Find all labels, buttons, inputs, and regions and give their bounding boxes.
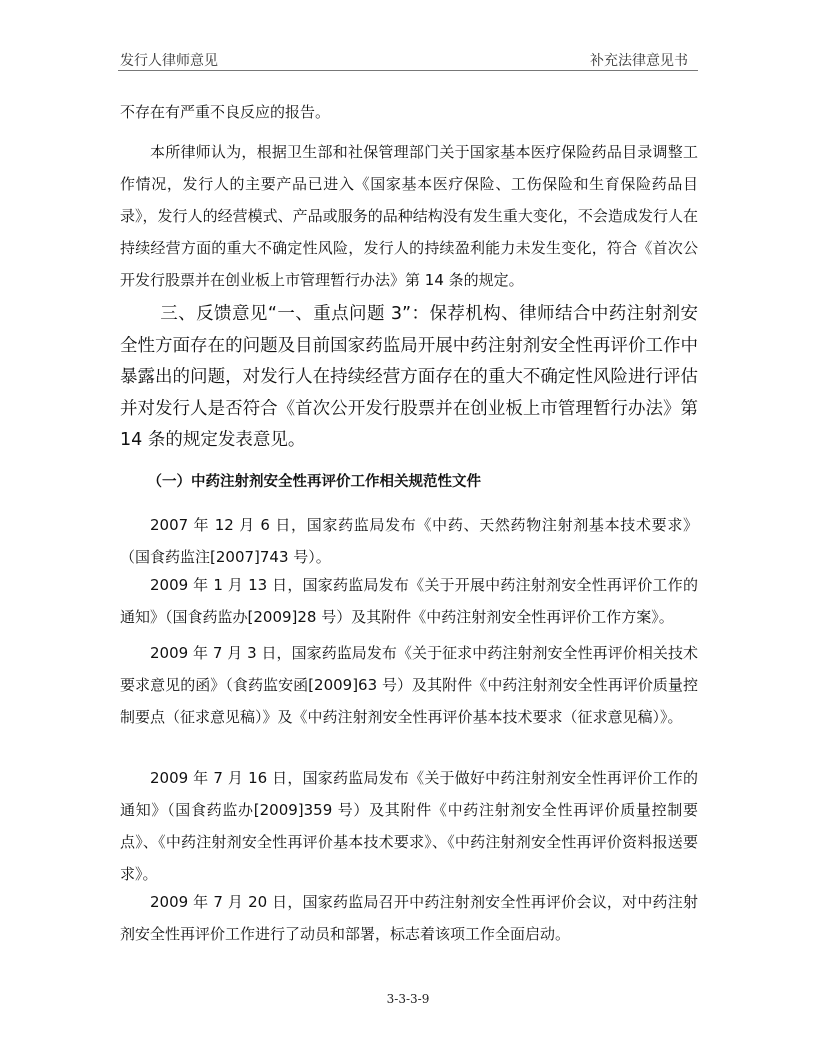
header-divider [118, 70, 698, 71]
paragraph-6: 2009 年 7 月 3 日，国家药监局发布《关于征求中药注射剂安全性再评价相关技术要求意见的函》（食药监安函[2009]63 号）及其附件《中药注射剂安全性再评价质量控制要点（征求意见稿）》及《中药注射剂安全性再评价基本技术要求（征求意见稿）》。 [120, 644, 698, 726]
header-right-title: 补充法律意见书 [590, 53, 688, 69]
paragraph-1: 不存在有严重不良反应的报告。 [120, 103, 331, 121]
paragraph-8: 2009 年 7 月 20 日，国家药监局召开中药注射剂安全性再评价会议，对中药注射剂安全性再评价工作进行了动员和部署，标志着该项工作全面启动。 [120, 893, 698, 943]
paragraph-7: 2009 年 7 月 16 日，国家药监局发布《关于做好中药注射剂安全性再评价工作的通知》（国食药监办[2009]359 号）及其附件《中药注射剂安全性再评价质量控制要点》、《中药注射剂安全性再评价基本技术要求》、《中药注射剂安全性再评价资料报送要求》。 [120, 769, 698, 883]
paragraph-4: 2007 年 12 月 6 日，国家药监局发布《中药、天然药物注射剂基本技术要求》（国食药监注[2007]743 号）。 [120, 516, 698, 566]
paragraph-3: 三、反馈意见“一、重点问题 3”：保荐机构、律师结合中药注射剂安全性方面存在的问题及目前国家药监局开展中药注射剂安全性再评价工作中暴露出的问题，对发行人在持续经营方面存在的重大不确定性风险进行评估并对发行人是否符合《首次公开发行股票并在创业板上市管理暂行办法》第 14 条的规定发表意见。 [120, 304, 698, 450]
section-heading: （一）中药注射剂安全性再评价工作相关规范性文件 [147, 474, 482, 490]
page-number: 3-3-3-9 [386, 992, 430, 1006]
paragraph-5: 2009 年 1 月 13 日，国家药监局发布《关于开展中药注射剂安全性再评价工作的通知》（国食药监办[2009]28 号）及其附件《中药注射剂安全性再评价工作方案》。 [120, 576, 698, 626]
paragraph-2: 本所律师认为，根据卫生部和社保管理部门关于国家基本医疗保险药品目录调整工作情况，发行人的主要产品已进入《国家基本医疗保险、工伤保险和生育保险药品目录》，发行人的经营模式、产品或服务的品种结构没有发生重大变化，不会造成发行人在持续经营方面的重大不确定性风险，发行人的持续盈利能力未发生变化，符合《首次公开发行股票并在创业板上市管理暂行办法》第 14 条的规定。 [120, 143, 698, 289]
header-left-title: 发行人律师意见 [120, 53, 218, 69]
